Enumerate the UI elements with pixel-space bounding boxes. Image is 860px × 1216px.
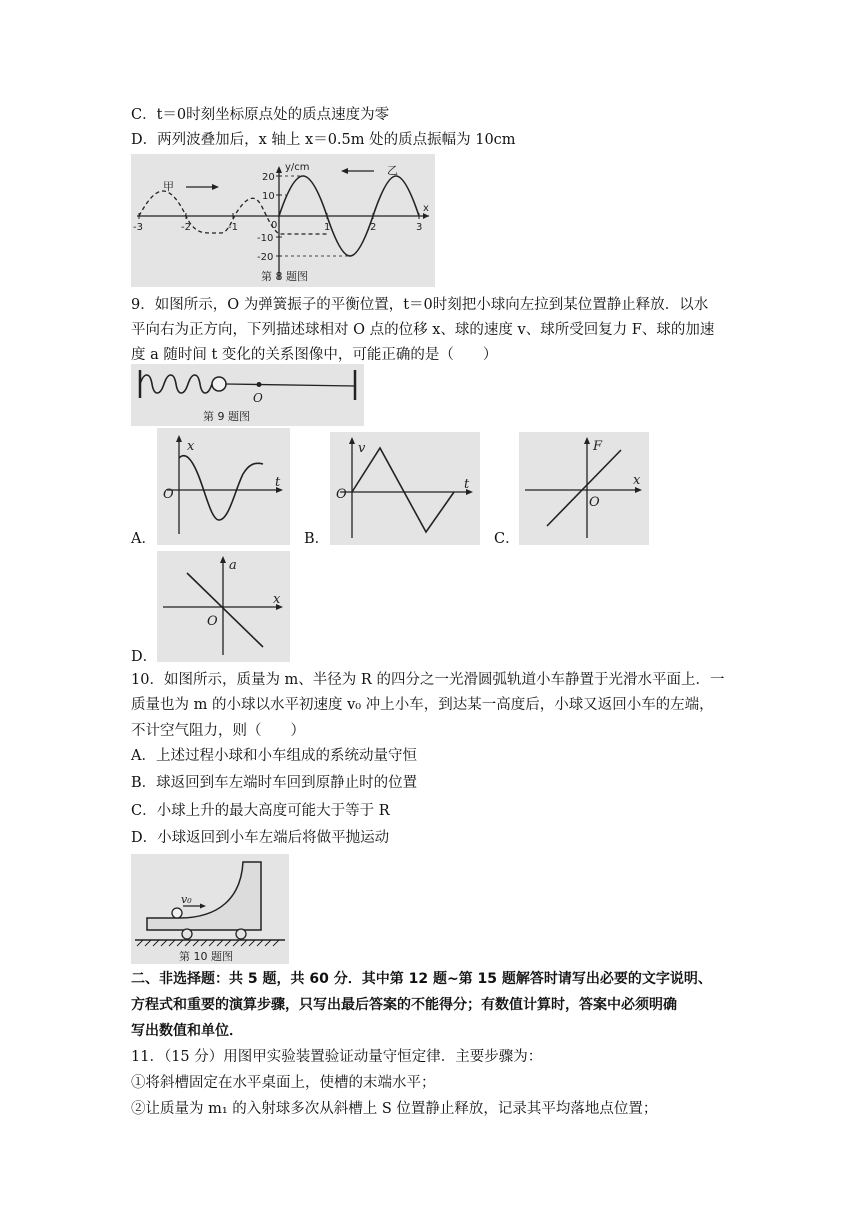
- y-axis-arrow-icon: [276, 166, 282, 173]
- q10-option-b: B．球返回到车左端时车回到原静止时的位置: [131, 775, 418, 791]
- y-tick-label: -20: [257, 252, 274, 263]
- cart-body: [147, 862, 261, 930]
- q9-option-d-label: D．: [131, 649, 158, 665]
- q9-option-c-label: C．: [494, 531, 520, 547]
- origin-label: O: [589, 495, 600, 510]
- q9-option-b-graph: [330, 432, 480, 545]
- q8-wave-graph: [131, 154, 435, 287]
- origin-label: O: [336, 487, 347, 502]
- y-axis-arrow-icon: [220, 556, 226, 563]
- left-arrow-icon: [341, 168, 348, 174]
- x-axis-label: t: [275, 475, 281, 490]
- x-axis-label: x: [273, 592, 281, 607]
- y-tick-label: -10: [257, 233, 274, 244]
- wheel-right: [236, 929, 246, 939]
- x-t-curve: [179, 456, 263, 520]
- q8-option-d: D．两列波叠加后，x 轴上 x＝0.5m 处的质点振幅为 10cm: [131, 132, 516, 148]
- q9-option-a-graph: [157, 428, 290, 545]
- q10-figure: [131, 854, 289, 964]
- q10-stem-line1: 10．如图所示，质量为 m、半径为 R 的四分之一光滑圆弧轨道小车静置于光滑水平面上．一: [131, 672, 725, 688]
- q9-option-a-label: A．: [131, 531, 156, 547]
- q8-option-c: C．t＝0时刻坐标原点处的质点速度为零: [131, 107, 390, 123]
- wheel-left: [182, 929, 192, 939]
- y-axis-arrow-icon: [584, 437, 590, 444]
- x-axis-label: x: [633, 473, 641, 488]
- x-tick-label: -3: [133, 222, 143, 233]
- f-x-line: [547, 450, 621, 526]
- q9-option-c-graph: [519, 432, 649, 545]
- y-axis-arrow-icon: [176, 435, 182, 442]
- equilibrium-point: [257, 382, 262, 387]
- q9-stem-line3: 度 a 随时间 t 变化的关系图像中，可能正确的是（ ）: [131, 347, 498, 363]
- q9-stem-line2: 平向右为正方向，下列描述球相对 O 点的位移 x、球的速度 v、球所受回复力 F、球的加速: [131, 322, 715, 338]
- section2-heading-line2: 方程式和重要的演算步骤，只写出最后答案的不能得分；有数值计算时，答案中必须明确: [131, 997, 677, 1013]
- q9-figure: [131, 364, 364, 426]
- y-unit-label: y/cm: [285, 162, 310, 173]
- figure-caption: 第 10 题图: [179, 950, 233, 963]
- q9-option-b-label: B．: [304, 531, 330, 547]
- q11-step2: ②让质量为 m₁ 的入射球多次从斜槽上 S 位置静止释放，记录其平均落地点位置；: [131, 1101, 658, 1117]
- y-axis-label: a: [229, 558, 237, 573]
- section2-heading-line3: 写出数值和单位．: [131, 1023, 243, 1039]
- x-tick-label: 0: [271, 220, 278, 231]
- spring-oscillator-diagram: [131, 364, 364, 426]
- q9-stem-line1: 9．如图所示，O 为弹簧振子的平衡位置，t＝0时刻把小球向左拉到某位置静止释放．以水: [131, 297, 709, 313]
- ball: [212, 377, 226, 391]
- right-arrow-icon: [212, 184, 219, 190]
- y-axis-label: v: [358, 441, 366, 456]
- section2-heading-line1: 二、非选择题：共 5 题，共 60 分．其中第 12 题~第 15 题解答时请写出必要的文字说明、: [131, 971, 712, 987]
- v-t-curve: [352, 448, 454, 532]
- x-tick-label: -1: [228, 222, 238, 233]
- velocity-label: v₀: [181, 893, 192, 906]
- origin-label: O: [207, 614, 218, 629]
- rod-track: [226, 384, 355, 386]
- q10-stem-line2: 质量也为 m 的小球以水平初速度 v₀ 冲上小车，到达某一高度后，小球又返回小车的左端，: [131, 697, 714, 713]
- a-x-line: [187, 573, 263, 647]
- figure-caption: 第 8 题图: [261, 270, 308, 283]
- wave-jia-label: 甲: [163, 180, 174, 193]
- x-axis-label: x: [423, 203, 429, 214]
- q11-stem: 11．（15 分）用图甲实验装置验证动量守恒定律．主要步骤为：: [131, 1049, 543, 1065]
- y-axis-label: F: [593, 439, 603, 454]
- y-tick-label: 10: [262, 191, 275, 202]
- origin-label: O: [253, 391, 263, 405]
- x-tick-label: 2: [370, 222, 377, 233]
- right-arrow-icon: [200, 904, 206, 909]
- ground-hatching: [137, 940, 279, 946]
- figure-caption: 第 9 题图: [203, 410, 250, 423]
- cart-track-diagram: [131, 854, 289, 964]
- origin-label: O: [163, 487, 174, 502]
- q8-figure: [131, 154, 435, 287]
- spring: [140, 375, 212, 393]
- q10-stem-line3: 不计空气阻力，则（ ）: [131, 723, 305, 739]
- y-axis-label: x: [187, 439, 195, 454]
- q10-option-a: A．上述过程小球和小车组成的系统动量守恒: [131, 748, 417, 764]
- x-tick-label: 3: [416, 222, 423, 233]
- q9-option-d-graph: [157, 551, 290, 662]
- x-tick-label: -2: [181, 222, 191, 233]
- ball: [172, 908, 182, 918]
- y-axis-arrow-icon: [349, 437, 355, 444]
- q11-step1: ①将斜槽固定在水平桌面上，使槽的末端水平；: [131, 1075, 436, 1091]
- x-tick-label: 1: [324, 222, 331, 233]
- wave-yi-label: 乙: [387, 164, 398, 177]
- q10-option-d: D．小球返回到小车左端后将做平抛运动: [131, 830, 390, 846]
- q10-option-c: C．小球上升的最大高度可能大于等于 R: [131, 803, 390, 819]
- y-tick-label: 20: [262, 172, 275, 183]
- x-axis-label: t: [464, 477, 470, 492]
